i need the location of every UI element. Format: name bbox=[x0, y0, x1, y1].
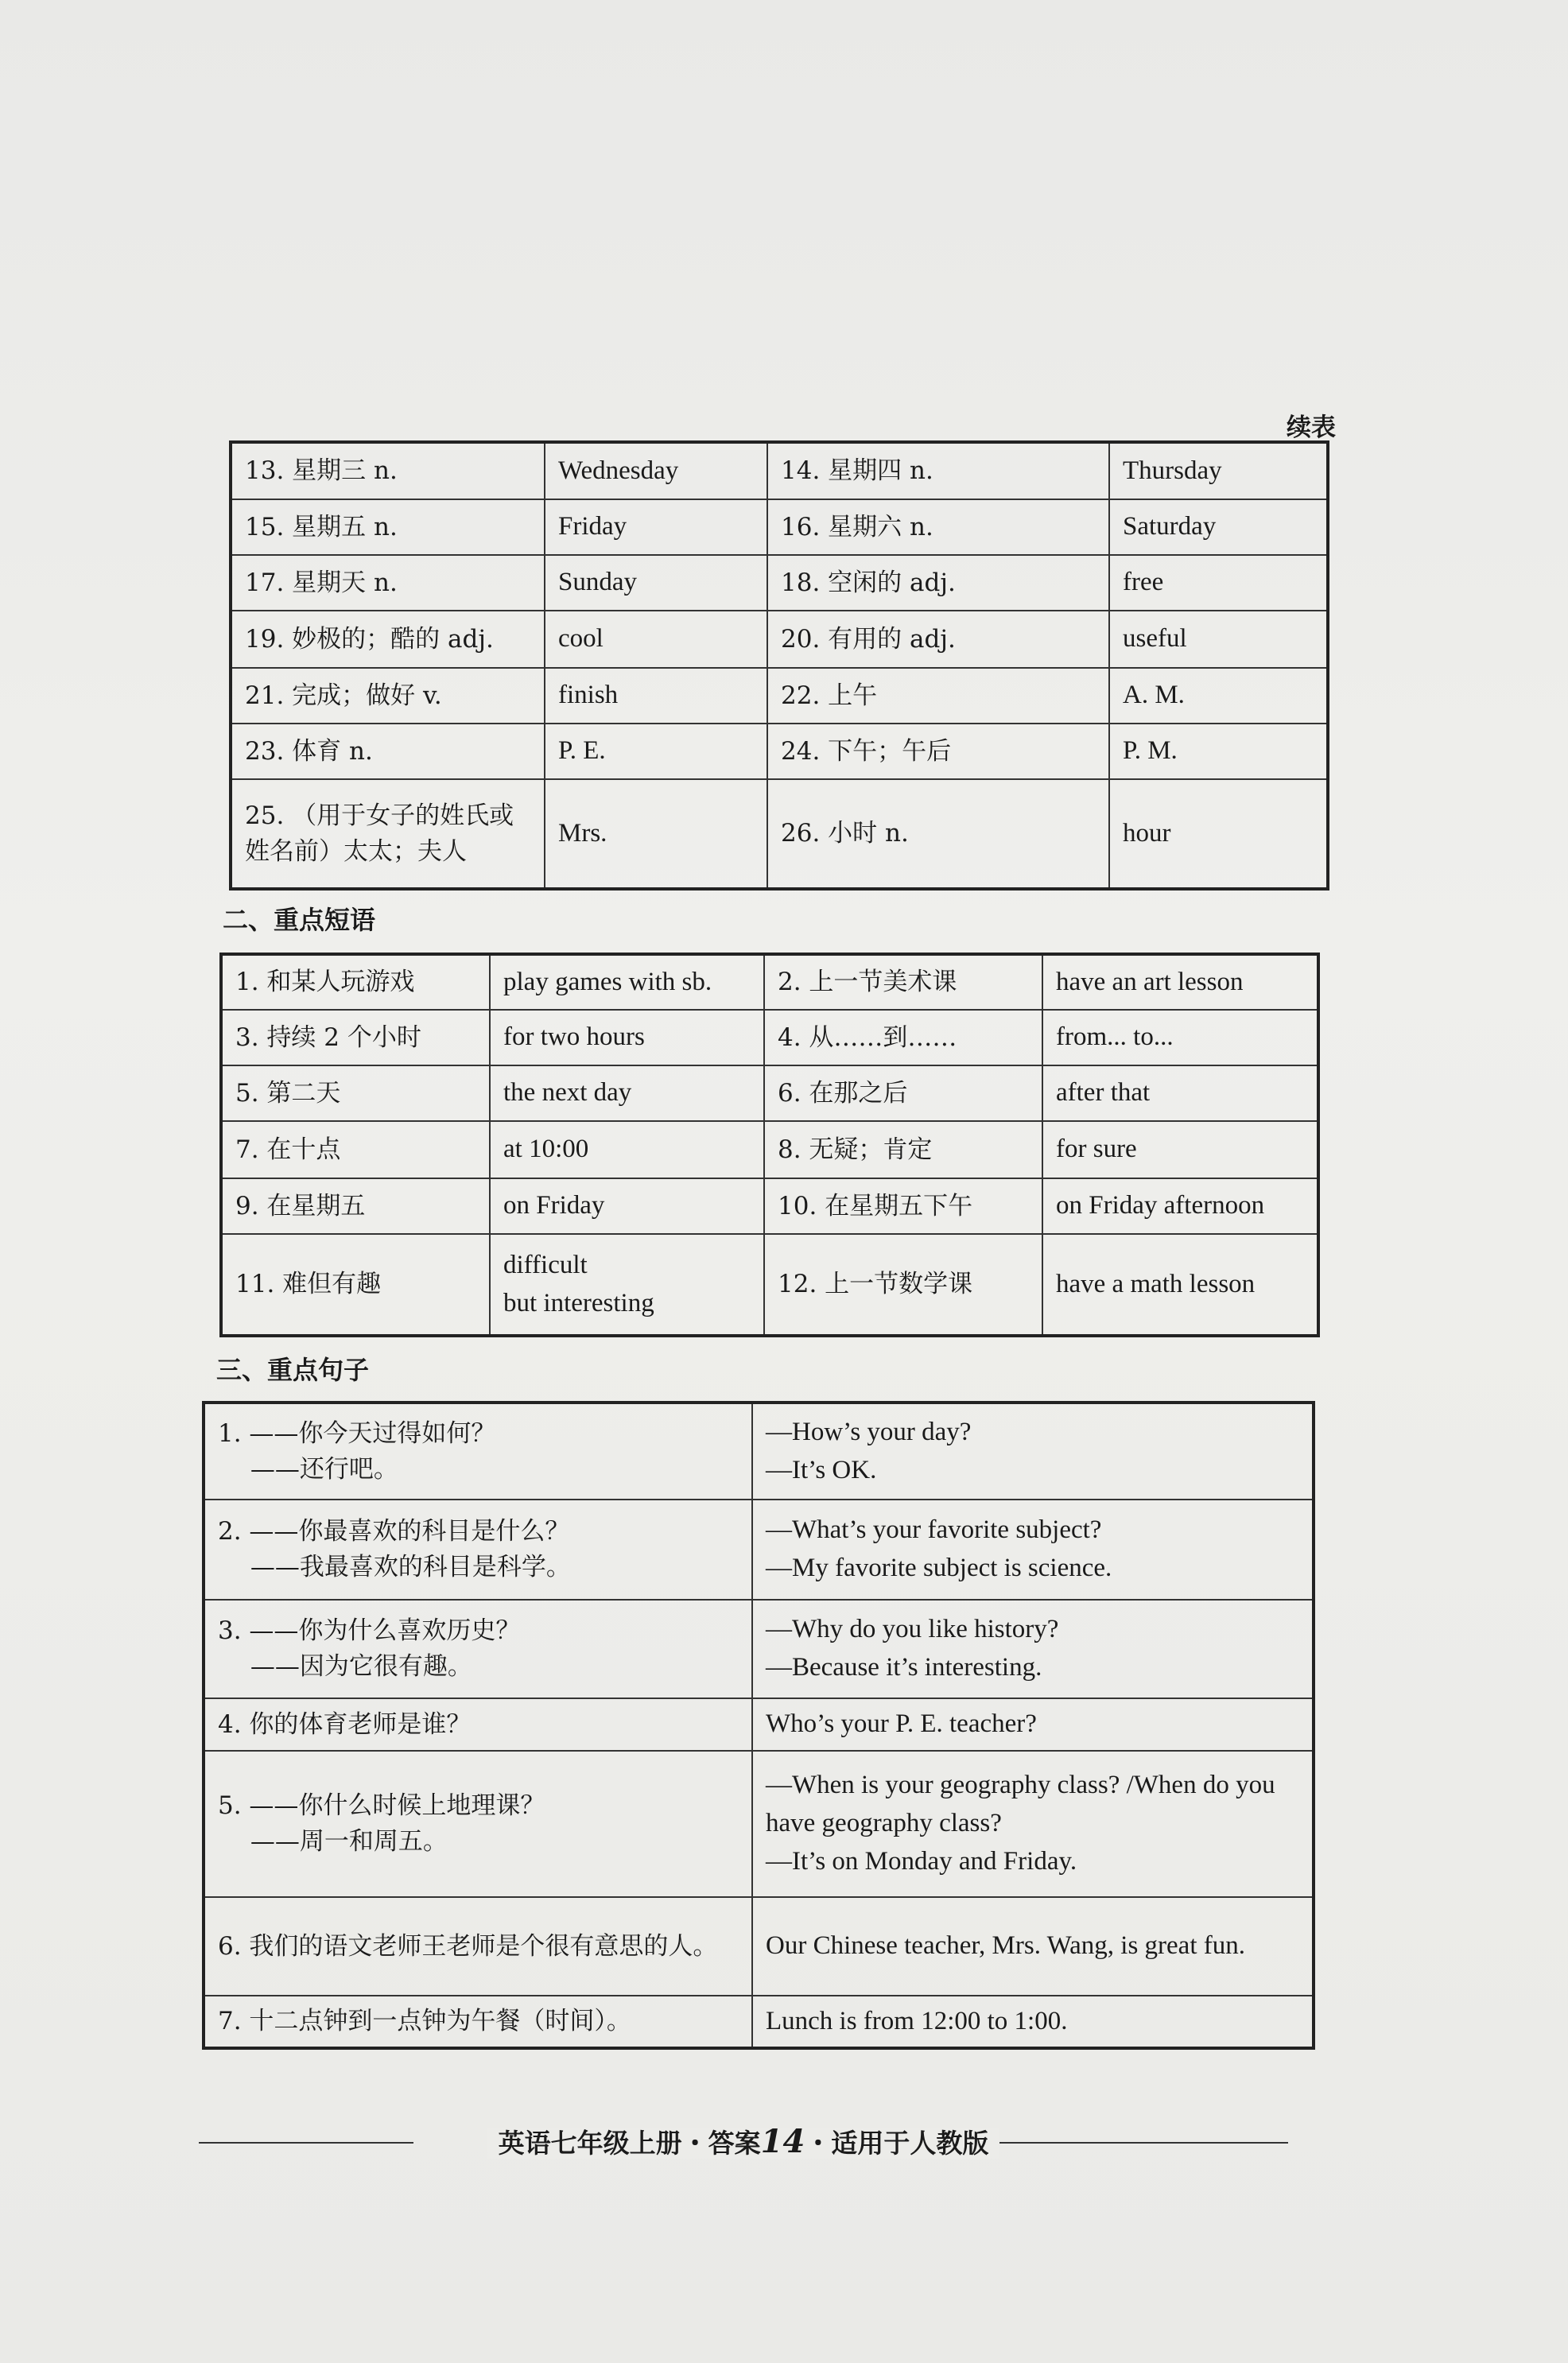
chinese-cell: 4. 从……到…… bbox=[764, 1010, 1042, 1065]
english-cell: cool bbox=[545, 611, 767, 668]
english-cell: after that bbox=[1042, 1065, 1318, 1121]
english-cell: Sunday bbox=[545, 555, 767, 611]
english-cell: Our Chinese teacher, Mrs. Wang, is great fun. bbox=[752, 1897, 1314, 1996]
table-row bbox=[231, 442, 1328, 499]
chinese-cell: 16. 星期六 n. bbox=[767, 499, 1109, 555]
english-cell: for sure bbox=[1042, 1121, 1318, 1178]
table-row bbox=[221, 954, 1318, 1010]
vocabulary-table bbox=[229, 440, 1329, 890]
english-cell: the next day bbox=[490, 1065, 764, 1121]
footer-page-number: 14 bbox=[760, 2123, 805, 2160]
table-row bbox=[231, 779, 1328, 889]
table-row bbox=[231, 611, 1328, 668]
english-cell: for two hours bbox=[490, 1010, 764, 1065]
chinese-cell: 5. ——你什么时候上地理课？ ——周一和周五。 bbox=[204, 1751, 752, 1897]
table-row bbox=[204, 1600, 1314, 1698]
chinese-cell: 1. ——你今天过得如何？ ——还行吧。 bbox=[204, 1403, 752, 1500]
table-row bbox=[221, 1234, 1318, 1336]
english-cell: on Friday bbox=[490, 1178, 764, 1234]
chinese-cell: 1. 和某人玩游戏 bbox=[221, 954, 490, 1010]
english-cell: Who’s your P. E. teacher? bbox=[752, 1698, 1314, 1751]
english-cell: Mrs. bbox=[545, 779, 767, 889]
chinese-cell: 3. ——你为什么喜欢历史？ ——因为它很有趣。 bbox=[204, 1600, 752, 1698]
chinese-cell: 14. 星期四 n. bbox=[767, 442, 1109, 499]
chinese-cell: 2. 上一节美术课 bbox=[764, 954, 1042, 1010]
sentences-table bbox=[202, 1401, 1315, 2050]
english-cell: —When is your geography class? /When do you have geography class? —It’s on Monday and Friday. bbox=[752, 1751, 1314, 1897]
table-row bbox=[231, 499, 1328, 555]
chinese-cell: 6. 在那之后 bbox=[764, 1065, 1042, 1121]
english-cell: at 10:00 bbox=[490, 1121, 764, 1178]
footer-book-title: 英语七年级上册・答案 bbox=[498, 2128, 761, 2159]
english-cell: Lunch is from 12:00 to 1:00. bbox=[752, 1996, 1314, 2048]
chinese-cell: 21. 完成；做好 v. bbox=[231, 668, 545, 724]
phrases-heading: 二、重点短语 bbox=[223, 905, 376, 935]
chinese-cell: 2. ——你最喜欢的科目是什么？ ——我最喜欢的科目是科学。 bbox=[204, 1500, 752, 1600]
chinese-cell: 15. 星期五 n. bbox=[231, 499, 545, 555]
table-row bbox=[231, 724, 1328, 779]
table-row bbox=[204, 1751, 1314, 1897]
table-row bbox=[204, 1996, 1314, 2048]
english-cell: Saturday bbox=[1109, 499, 1328, 555]
english-cell: on Friday afternoon bbox=[1042, 1178, 1318, 1234]
table-row bbox=[204, 1897, 1314, 1996]
chinese-cell: 22. 上午 bbox=[767, 668, 1109, 724]
chinese-cell: 10. 在星期五下午 bbox=[764, 1178, 1042, 1234]
chinese-cell: 9. 在星期五 bbox=[221, 1178, 490, 1234]
table-row bbox=[204, 1403, 1314, 1500]
english-cell: have a math lesson bbox=[1042, 1234, 1318, 1336]
english-cell: —What’s your favorite subject? —My favorite subject is science. bbox=[752, 1500, 1314, 1600]
english-cell: from... to... bbox=[1042, 1010, 1318, 1065]
english-cell: P. M. bbox=[1109, 724, 1328, 779]
footer-edition: ・适用于人教版 bbox=[805, 2128, 989, 2159]
chinese-cell: 24. 下午；午后 bbox=[767, 724, 1109, 779]
chinese-cell: 25. （用于女子的姓氏或姓名前）太太；夫人 bbox=[231, 779, 545, 889]
table-row bbox=[204, 1500, 1314, 1600]
page-footer bbox=[199, 2123, 1288, 2163]
english-cell: A. M. bbox=[1109, 668, 1328, 724]
chinese-cell: 7. 十二点钟到一点钟为午餐（时间）。 bbox=[204, 1996, 752, 2048]
chinese-cell: 12. 上一节数学课 bbox=[764, 1234, 1042, 1336]
chinese-cell: 18. 空闲的 adj. bbox=[767, 555, 1109, 611]
chinese-cell: 17. 星期天 n. bbox=[231, 555, 545, 611]
english-cell: Thursday bbox=[1109, 442, 1328, 499]
table-row bbox=[221, 1010, 1318, 1065]
english-cell: —How’s your day? —It’s OK. bbox=[752, 1403, 1314, 1500]
english-cell: Wednesday bbox=[545, 442, 767, 499]
chinese-cell: 5. 第二天 bbox=[221, 1065, 490, 1121]
table-row bbox=[221, 1065, 1318, 1121]
english-cell: difficult but interesting bbox=[490, 1234, 764, 1336]
chinese-cell: 6. 我们的语文老师王老师是个很有意思的人。 bbox=[204, 1897, 752, 1996]
chinese-cell: 11. 难但有趣 bbox=[221, 1234, 490, 1336]
chinese-cell: 3. 持续 2 个小时 bbox=[221, 1010, 490, 1065]
sentences-heading: 三、重点句子 bbox=[216, 1355, 370, 1385]
chinese-cell: 26. 小时 n. bbox=[767, 779, 1109, 889]
english-cell: useful bbox=[1109, 611, 1328, 668]
table-row bbox=[231, 555, 1328, 611]
english-cell: finish bbox=[545, 668, 767, 724]
table-row bbox=[204, 1698, 1314, 1751]
english-cell: have an art lesson bbox=[1042, 954, 1318, 1010]
table-row bbox=[231, 668, 1328, 724]
phrases-table bbox=[219, 953, 1320, 1337]
english-cell: hour bbox=[1109, 779, 1328, 889]
chinese-cell: 4. 你的体育老师是谁？ bbox=[204, 1698, 752, 1751]
english-cell: play games with sb. bbox=[490, 954, 764, 1010]
table-row bbox=[221, 1121, 1318, 1178]
english-cell: —Why do you like history? —Because it’s interesting. bbox=[752, 1600, 1314, 1698]
chinese-cell: 13. 星期三 n. bbox=[231, 442, 545, 499]
table-row bbox=[221, 1178, 1318, 1234]
chinese-cell: 20. 有用的 adj. bbox=[767, 611, 1109, 668]
chinese-cell: 19. 妙极的；酷的 adj. bbox=[231, 611, 545, 668]
english-cell: Friday bbox=[545, 499, 767, 555]
english-cell: P. E. bbox=[545, 724, 767, 779]
chinese-cell: 8. 无疑；肯定 bbox=[764, 1121, 1042, 1178]
chinese-cell: 7. 在十点 bbox=[221, 1121, 490, 1178]
chinese-cell: 23. 体育 n. bbox=[231, 724, 545, 779]
continued-label: 续表 bbox=[1287, 413, 1336, 442]
english-cell: free bbox=[1109, 555, 1328, 611]
